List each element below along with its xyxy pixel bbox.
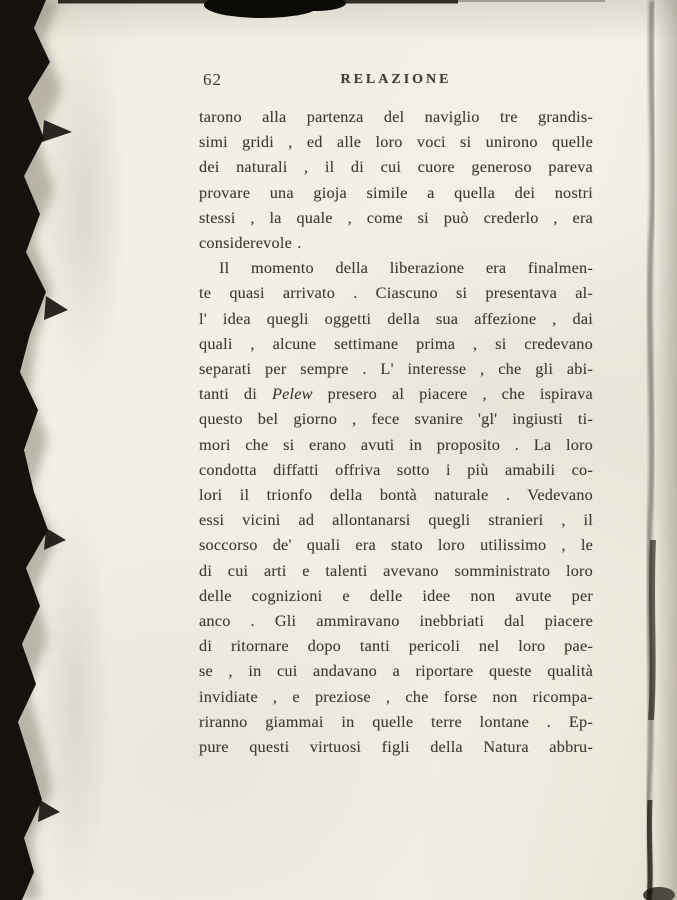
text-line: essi vicini ad allontanarsi quegli stranieri , il (199, 510, 593, 530)
top-ink-blob-small (286, 0, 346, 11)
text-line: condotta diffatti offriva sotto i più amabili co- (199, 459, 593, 479)
text-line: questo bel giorno , fece svanire 'gl' ingiusti ti- (199, 409, 593, 429)
body-text (199, 104, 593, 759)
top-edge-line-faint (455, 0, 605, 2)
text-line: di cui arti e talenti avevano somministrato loro (199, 560, 593, 580)
text-line: l' idea quegli oggetti della sua affezione , dai (199, 308, 593, 328)
text-line: anco . Gli ammiravano inebbriati dal piacere (199, 611, 593, 631)
text-column (199, 70, 593, 759)
running-header (199, 70, 593, 94)
running-title: RELAZIONE (340, 72, 452, 87)
text-line: riranno giammai in quelle terre lontane . Ep- (199, 711, 593, 731)
text-line: se , in cui andavano a riportare queste qualità (199, 661, 593, 681)
right-edge-streak-bottom (649, 800, 650, 900)
text-line: considerevole . (199, 233, 302, 253)
text-line: tarono alla partenza del naviglio tre grandis- (199, 107, 593, 126)
text-line: separati per sempre . L' interesse , che gli abi- (199, 359, 593, 379)
text-line: dei naturali , il di cui cuore generoso pareva (199, 157, 593, 177)
text-line: provare una gioja simile a quella dei nostri (199, 182, 593, 202)
text-line: Il momento della liberazione era finalmen- (219, 258, 593, 278)
text-line: te quasi arrivato . Ciascuno si presentava al- (199, 283, 593, 303)
bottom-right-blot (643, 887, 675, 900)
torn-edge-spike (38, 800, 60, 822)
torn-left-edge (0, 0, 50, 900)
top-edge-line (58, 0, 458, 4)
top-ink-blob (204, 0, 320, 18)
text-line: di ritornare dopo tanti pericoli nel loro pae- (199, 636, 593, 656)
torn-edge-spike (44, 528, 66, 550)
text-line: quali , alcune settimane prima , si credevano (199, 333, 593, 353)
text-line: lori il trionfo della bontà naturale . Vedevano (199, 485, 593, 505)
text-line: delle cognizioni e delle idee non avute per (199, 585, 593, 605)
text-line: invidiate , e preziose , che forse non ricompa- (199, 686, 593, 706)
right-edge-streak (648, 0, 653, 900)
page-number: 62 (203, 70, 222, 89)
text-line: soccorso de' quali era stato loro utilissimo , le (199, 535, 593, 555)
binding-smudge (0, 0, 62, 900)
right-edge-streak-thick (651, 540, 653, 720)
text-line: simi gridi , ed alle loro voci si unirono quelle (199, 132, 593, 152)
torn-edge-spike (44, 296, 68, 320)
torn-edge-spike (42, 120, 72, 142)
text-line: pure questi virtuosi figli della Natura abbru- (199, 737, 593, 757)
text-line: tanti di Pelew presero al piacere , che ispirava (199, 384, 593, 404)
text-line: mori che si erano avuti in proposito . La loro (199, 434, 593, 454)
text-line: stessi , la quale , come si può crederlo , era (199, 207, 593, 227)
emphasized-word: Pelew (271, 384, 313, 404)
